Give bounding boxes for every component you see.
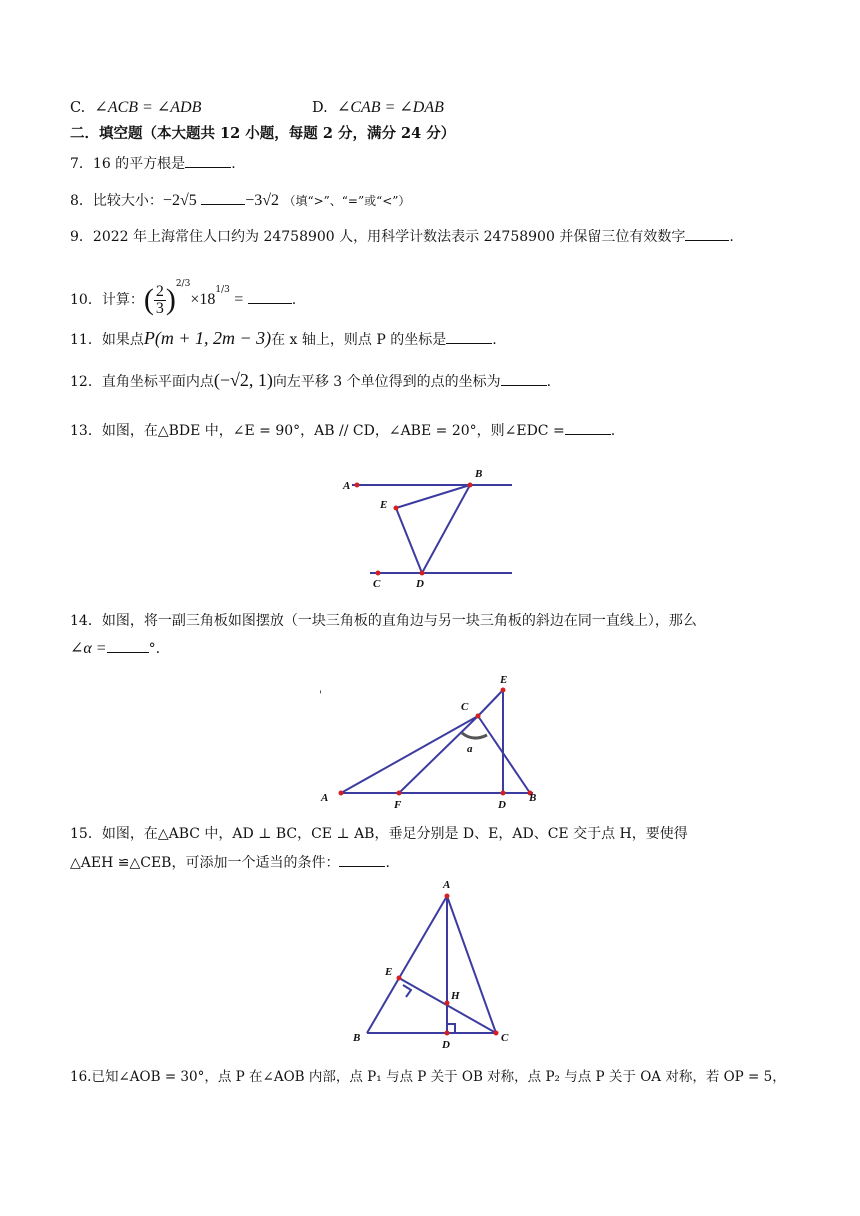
question-text: 2022 年上海常住人口约为 24758900 人，用科学计数法表示 24758900 并保留三位有效数字: [92, 229, 686, 245]
answer-blank[interactable]: [446, 329, 492, 344]
times-expr: ×18: [190, 291, 216, 308]
label-e: E: [500, 674, 508, 686]
label-e: E: [385, 966, 393, 978]
question-number: 16.: [70, 1069, 92, 1085]
figure-15: [345, 876, 525, 1052]
question-number: 10．: [70, 292, 102, 308]
fraction: $\frac{2}{3}$: [155, 282, 164, 317]
question-text-2: 向左平移 3 个单位得到的点的坐标为: [272, 374, 501, 390]
option-d: [312, 98, 444, 118]
question-text: 如图，在△ABC 中，AD ⊥ BC，CE ⊥ AB，垂足分别是 D、E，AD、CE 交于点 H，要使得: [101, 826, 688, 842]
exponent: 1/3: [215, 285, 230, 295]
section-title: 二．填空题（本大题共 12 小题，每题 2 分，满分 24 分）: [70, 125, 456, 142]
option-c-expr: ∠ACB = ∠ADB: [94, 99, 202, 116]
question-7: [70, 153, 236, 174]
label-e: E: [380, 499, 388, 511]
label-a: A: [443, 879, 451, 891]
question-end: .: [385, 855, 390, 871]
label-h: H: [451, 990, 460, 1002]
question-15: [70, 824, 688, 844]
question-text-2: △AEH ≌△CEB，可添加一个适当的条件：: [70, 855, 340, 871]
question-end: .: [291, 292, 297, 308]
stray-mark: ': [319, 690, 322, 701]
answer-blank[interactable]: [339, 852, 385, 867]
question-text: 16 的平方根是: [92, 156, 186, 172]
figure-14: [315, 670, 545, 812]
question-13: [70, 420, 615, 441]
label-a: A: [343, 480, 351, 492]
hint-text: （填“>”、“=”或“<”）: [283, 194, 411, 208]
option-d-label: D.: [312, 100, 328, 116]
expr-left: −2√5: [162, 192, 197, 209]
question-text: 已知∠AOB = 30°，点 P 在∠AOB 内部，点 P₁ 与点 P 关于 OB 对称，点 P₂ 与点 P 关于 OA 对称，若 OP = 5，: [91, 1069, 786, 1085]
label-b: B: [529, 792, 537, 804]
question-text: 如果点: [101, 332, 144, 348]
option-c: [70, 98, 201, 118]
question-end: .: [231, 156, 236, 172]
question-number: 9．: [70, 229, 93, 245]
question-number: 15．: [70, 826, 102, 842]
question-16: [70, 1067, 786, 1087]
question-8: [70, 190, 410, 211]
label-d: D: [442, 1039, 450, 1051]
exponent: 2/3: [175, 279, 191, 289]
question-end: .: [610, 423, 616, 439]
question-11: [70, 328, 497, 350]
label-d: D: [416, 578, 424, 590]
question-14: [70, 611, 697, 631]
label-c: C: [461, 701, 469, 713]
label-alpha: a: [467, 743, 473, 755]
question-14-line-2: [70, 638, 160, 659]
label-d: D: [498, 799, 506, 811]
question-text-2: ∠α =: [70, 640, 107, 657]
point-expr: P(m + 1, 2m − 3): [143, 328, 272, 348]
answer-blank[interactable]: [685, 226, 729, 241]
answer-blank[interactable]: [185, 153, 231, 168]
label-b: B: [353, 1032, 361, 1044]
answer-blank[interactable]: [107, 638, 149, 653]
label-b: B: [475, 468, 483, 480]
option-d-expr: ∠CAB = ∠DAB: [336, 99, 444, 116]
answer-blank[interactable]: [501, 371, 547, 386]
question-end: .: [729, 229, 734, 245]
label-f: F: [394, 799, 402, 811]
question-15-line-2: [70, 852, 390, 873]
question-10: 10．计算：( $\frac{2}{3}$ )$^{2/3}\times 18^{1/3}$ = .: [70, 279, 297, 317]
question-text: 直角坐标平面内点: [101, 374, 214, 390]
answer-blank[interactable]: [201, 190, 245, 205]
expr-right: −3√2: [245, 192, 279, 209]
label-c: C: [373, 578, 381, 590]
label-c: C: [501, 1032, 509, 1044]
question-number: 7．: [70, 156, 93, 172]
figure-13: [340, 465, 520, 590]
question-number: 12．: [70, 374, 102, 390]
question-text: 计算：: [101, 292, 144, 308]
equals-sign: =: [234, 291, 244, 308]
answer-blank[interactable]: [248, 289, 292, 304]
question-number: 8．: [70, 193, 93, 209]
point-expr: (−√2, 1): [213, 370, 273, 390]
question-end: .: [546, 374, 552, 390]
question-end: .: [492, 332, 497, 348]
question-9: [70, 226, 734, 247]
question-number: 14．: [70, 613, 102, 629]
question-text: 如图，在△BDE 中，∠E = 90°，AB // CD，∠ABE = 20°，则∠EDC =: [101, 423, 565, 439]
question-number: 13．: [70, 423, 102, 439]
question-end: °.: [148, 641, 161, 657]
question-number: 11．: [70, 332, 102, 348]
answer-blank[interactable]: [565, 420, 611, 435]
question-text-2: 在 x 轴上，则点 P 的坐标是: [271, 332, 447, 348]
label-a: A: [321, 792, 329, 804]
question-text: 比较大小：: [92, 193, 163, 209]
option-c-label: C.: [70, 100, 86, 116]
question-12: [70, 370, 551, 392]
question-text: 如图，将一副三角板如图摆放（一块三角板的直角边与另一块三角板的斜边在同一直线上），那么: [101, 613, 697, 629]
